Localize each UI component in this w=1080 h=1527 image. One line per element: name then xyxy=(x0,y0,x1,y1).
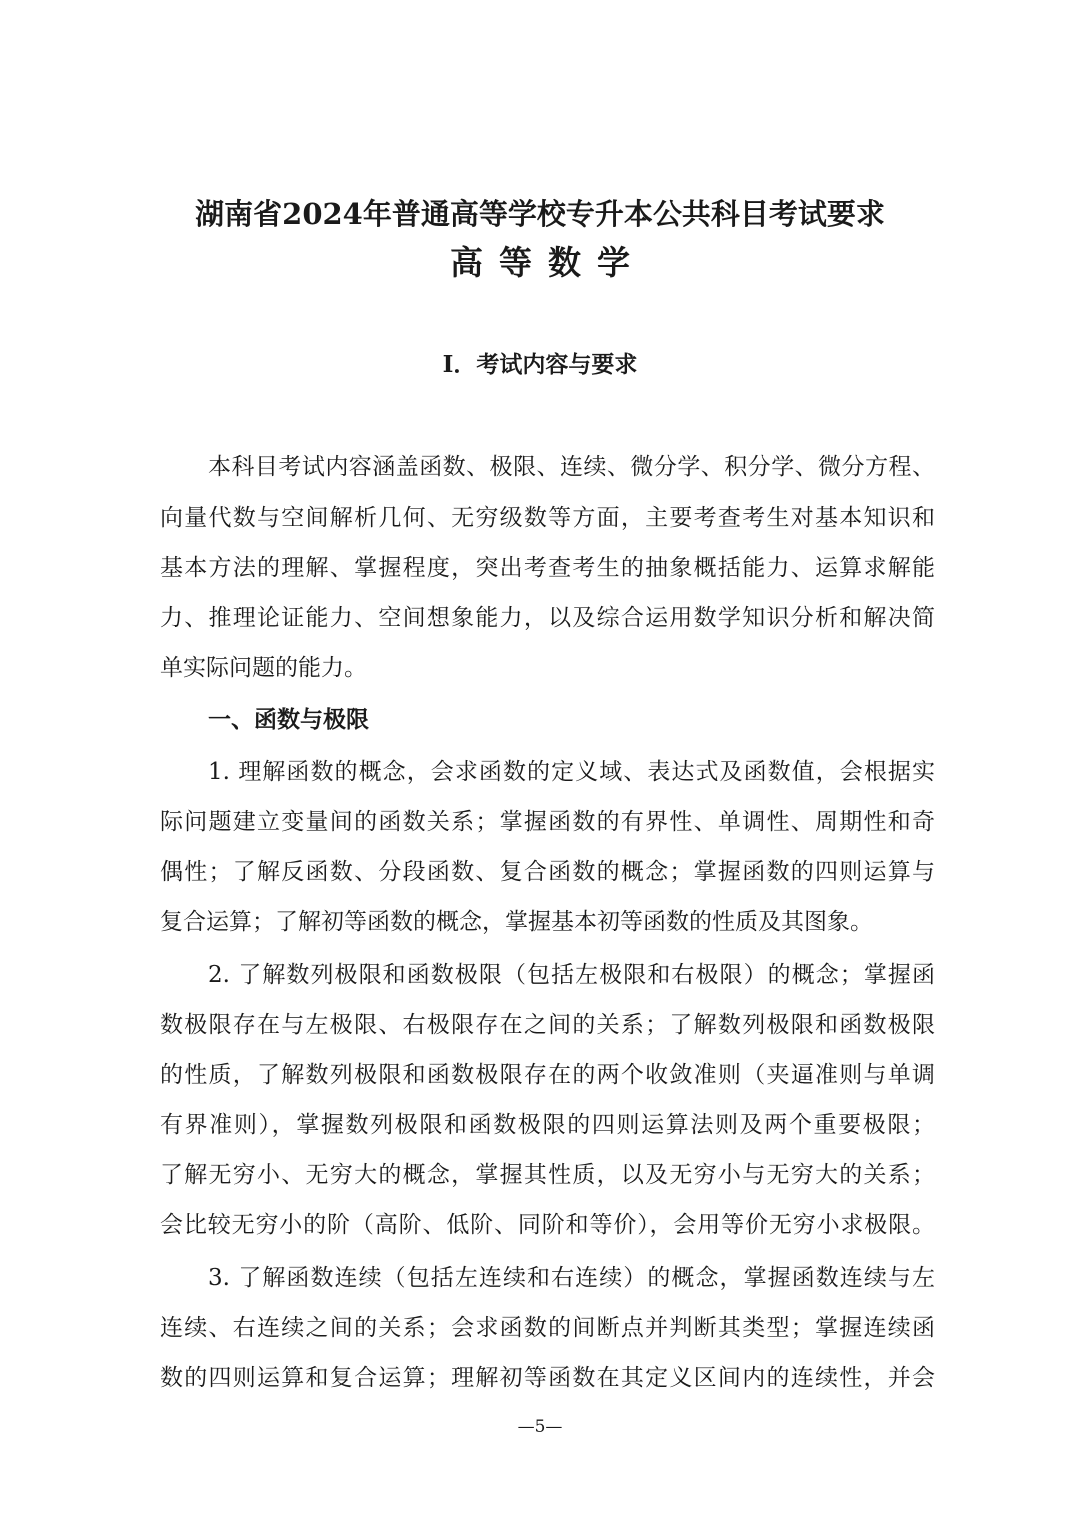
item2-line: 的性质，了解数列极限和函数极限存在的两个收敛准则（夹逼准则与单调 xyxy=(160,1062,935,1088)
item2-line: 了解无穷小、无穷大的概念，掌握其性质，以及无穷小与无穷大的关系； xyxy=(160,1162,935,1188)
item3-line: 连续、右连续之间的关系；会求函数的间断点并判断其类型；掌握连续函 xyxy=(160,1315,935,1341)
item1-line: 复合运算；了解初等函数的概念，掌握基本初等函数的性质及其图象。 xyxy=(160,909,873,935)
intro-line: 单实际问题的能力。 xyxy=(160,655,367,681)
section-heading: I．考试内容与要求 xyxy=(442,351,638,378)
item2-line: 会比较无穷小的阶（高阶、低阶、同阶和等价），会用等价无穷小求极限。 xyxy=(160,1212,935,1238)
intro-line: 本科目考试内容涵盖函数、极限、连续、微分学、积分学、微分方程、 xyxy=(208,454,935,480)
page-number: —5— xyxy=(517,1417,563,1437)
item1-line: 偶性；了解反函数、分段函数、复合函数的概念；掌握函数的四则运算与 xyxy=(160,859,935,885)
intro-line: 向量代数与空间解析几何、无穷级数等方面，主要考查考生对基本知识和 xyxy=(160,505,935,531)
item2-line: 有界准则），掌握数列极限和函数极限的四则运算法则及两个重要极限； xyxy=(160,1112,935,1138)
item3-line: 3. 了解函数连续（包括左连续和右连续）的概念，掌握函数连续与左 xyxy=(208,1265,935,1291)
chapter-heading: 一、函数与极限 xyxy=(208,706,369,733)
intro-line: 基本方法的理解、掌握程度，突出考查考生的抽象概括能力、运算求解能 xyxy=(160,555,935,581)
item2-line: 2. 了解数列极限和函数极限（包括左极限和右极限）的概念；掌握函 xyxy=(208,962,935,988)
intro-line: 力、推理论证能力、空间想象能力，以及综合运用数学知识分析和解决简 xyxy=(160,605,935,631)
item3-line: 数的四则运算和复合运算；理解初等函数在其定义区间内的连续性，并会 xyxy=(160,1365,935,1391)
item1-line: 际问题建立变量间的函数关系；掌握函数的有界性、单调性、周期性和奇 xyxy=(160,809,935,835)
document-title: 湖南省2024年普通高等学校专升本公共科目考试要求 xyxy=(195,197,885,231)
document-subtitle: 高等数学 xyxy=(450,243,646,282)
item1-line: 1. 理解函数的概念，会求函数的定义域、表达式及函数值，会根据实 xyxy=(208,759,935,785)
item2-line: 数极限存在与左极限、右极限存在之间的关系；了解数列极限和函数极限 xyxy=(160,1012,935,1038)
